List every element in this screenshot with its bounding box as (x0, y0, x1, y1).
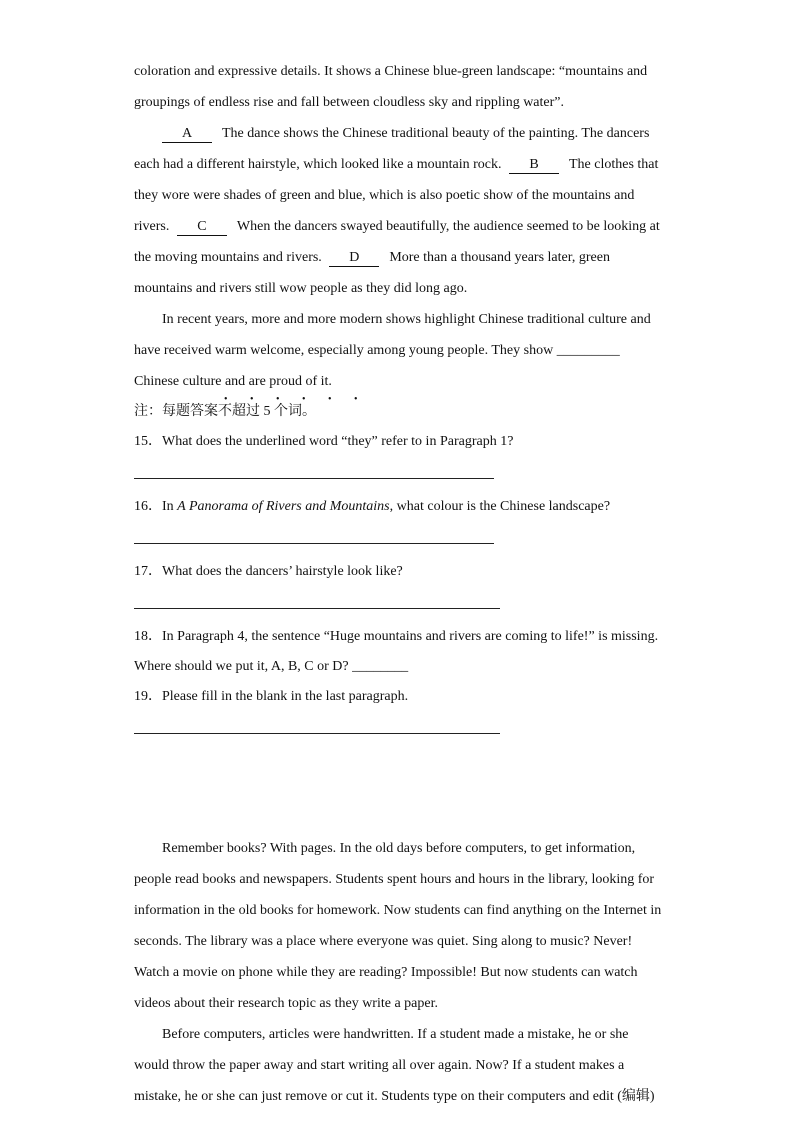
p2-line2-text: each had a different hairstyle, which looked like a mountain rock. (134, 157, 502, 172)
passage1-p3-line3: Chinese culture and are proud of it. (134, 374, 332, 389)
question-18-line1: 18．In Paragraph 4, the sentence “Huge mountains and rivers are coming to life!” is missing. (134, 629, 659, 644)
passage1-p2-line6: mountains and rivers still wow people as they did long ago. (134, 281, 468, 296)
passage2-p1-line4: seconds. The library was a place where everyone was quiet. Sing along to music? Never! (134, 934, 633, 949)
answer-line-17[interactable] (134, 608, 500, 609)
p2-line2-tail: The clothes that (569, 157, 659, 172)
emphasis-dots: • • • • • • (224, 394, 368, 405)
passage1-p2-line3: they wore were shades of green and blue, which is also poetic show of the mountains and (134, 188, 635, 203)
q16-suffix: , what colour is the Chinese landscape? (389, 499, 611, 514)
question-17: 17．What does the dancers’ hairstyle look like? (134, 564, 403, 579)
answer-line-16[interactable] (134, 543, 494, 544)
answer-line-19[interactable] (134, 733, 500, 734)
passage1-p1-line1: coloration and expressive details. It shows a Chinese blue-green landscape: “mountains and (134, 64, 648, 79)
passage2-p1-line5: Watch a movie on phone while they are reading? Impossible! But now students can watch (134, 965, 638, 980)
blank-c: C (177, 219, 227, 236)
passage2-p1-line2: people read books and newspapers. Students spent hours and hours in the library, looking for (134, 872, 655, 887)
passage2-p1-line6: videos about their research topic as they write a paper. (134, 996, 438, 1011)
blank-d: D (329, 250, 379, 267)
passage2-p2-line2: would throw the paper away and start writing all over again. Now? If a student makes a (134, 1058, 625, 1073)
passage2-p1-line1: Remember books? With pages. In the old days before computers, to get information, (162, 841, 636, 856)
passage1-p2-line4 (134, 211, 666, 242)
passage1-p2-line5 (134, 242, 666, 273)
question-18-line2: Where should we put it, A, B, C or D? ________ (134, 659, 409, 674)
question-15: 15．What does the underlined word “they” refer to in Paragraph 1? (134, 434, 514, 449)
passage1-p2-line2 (134, 149, 666, 180)
answer-line-15[interactable] (134, 478, 494, 479)
question-19: 19．Please fill in the blank in the last paragraph. (134, 689, 409, 704)
passage1-p3-line2: have received warm welcome, especially among young people. They show _________ (134, 343, 620, 358)
worksheet-page (134, 56, 666, 1112)
p2-line5-tail: More than a thousand years later, green (389, 250, 610, 265)
passage2-p2-line1: Before computers, articles were handwritten. If a student made a mistake, he or she (162, 1027, 629, 1042)
blank-b: B (509, 157, 559, 174)
note-text: 注：每题答案不超过 5 个词。 (134, 404, 316, 419)
answer-note (134, 394, 666, 427)
p2-line5-head: the moving mountains and rivers. (134, 250, 322, 265)
q16-title: A Panorama of Rivers and Mountains (177, 499, 390, 514)
passage2-p1-line3: information in the old books for homework. Now students can find anything on the Internet in (134, 903, 662, 918)
p2-line4-tail: When the dancers swayed beautifully, the audience seemed to be looking at (236, 219, 660, 234)
blank-a: A (162, 126, 212, 143)
section-gap (134, 747, 666, 833)
q16-prefix: 16．In (134, 499, 178, 514)
passage2-p2-line3: mistake, he or she can just remove or cut it. Students type on their computers and edit (编辑) (134, 1089, 655, 1104)
passage1-p3-line1: In recent years, more and more modern shows highlight Chinese traditional culture and (162, 312, 651, 327)
passage1-p1-line2: groupings of endless rise and fall between cloudless sky and rippling water”. (134, 95, 565, 110)
question-16 (134, 492, 666, 522)
passage1-p2-line1 (134, 118, 666, 149)
p2-line4-head: rivers. (134, 219, 170, 234)
p2-line1-text: The dance shows the Chinese traditional beauty of the painting. The dancers (222, 126, 650, 141)
